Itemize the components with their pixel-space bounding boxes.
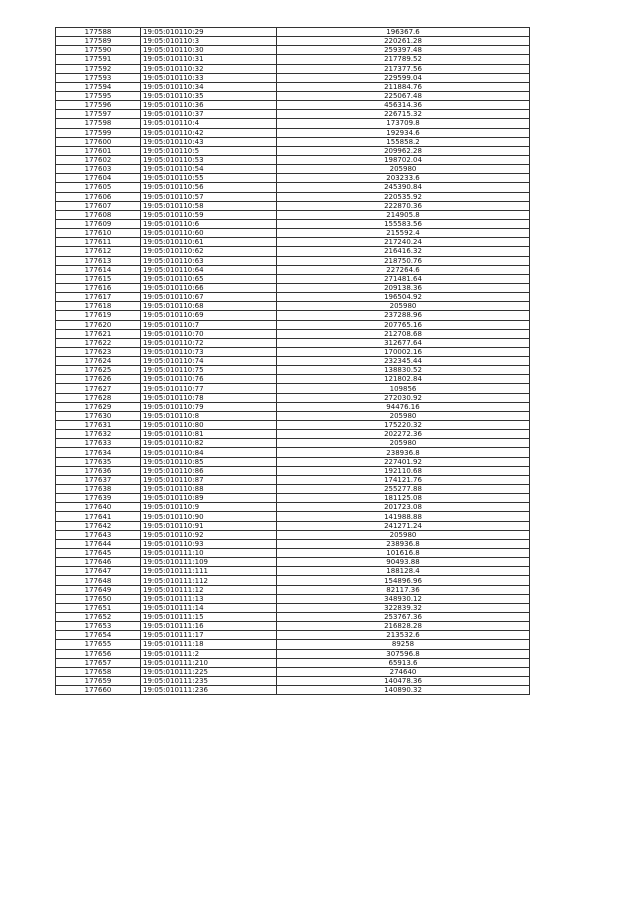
table-row — [56, 503, 530, 512]
value-cell: 217377.56 — [277, 64, 530, 73]
table-row — [56, 357, 530, 366]
value-cell: 225067.48 — [277, 91, 530, 100]
row-id-cell: 177605 — [56, 183, 141, 192]
value-cell: 209962.28 — [277, 146, 530, 155]
table-row — [56, 384, 530, 393]
row-id-cell: 177624 — [56, 357, 141, 366]
table-row — [56, 494, 530, 503]
row-id-cell: 177592 — [56, 64, 141, 73]
table-row — [56, 366, 530, 375]
cadastral-number-cell: 19:05:010111:17 — [141, 631, 277, 640]
value-cell: 237288.96 — [277, 311, 530, 320]
value-cell: 241271.24 — [277, 521, 530, 530]
cadastral-number-cell: 19:05:010110:9 — [141, 503, 277, 512]
cadastral-number-cell: 19:05:010110:64 — [141, 265, 277, 274]
row-id-cell: 177594 — [56, 82, 141, 91]
cadastral-number-cell: 19:05:010110:70 — [141, 329, 277, 338]
cadastral-number-cell: 19:05:010110:4 — [141, 119, 277, 128]
cadastral-number-cell: 19:05:010110:8 — [141, 411, 277, 420]
row-id-cell: 177653 — [56, 622, 141, 631]
row-id-cell: 177629 — [56, 402, 141, 411]
cadastral-number-cell: 19:05:010111:225 — [141, 667, 277, 676]
cadastral-number-cell: 19:05:010110:36 — [141, 101, 277, 110]
row-id-cell: 177659 — [56, 676, 141, 685]
cadastral-number-cell: 19:05:010110:66 — [141, 283, 277, 292]
cadastral-number-cell: 19:05:010110:80 — [141, 421, 277, 430]
cadastral-number-cell: 19:05:010110:68 — [141, 302, 277, 311]
table-row — [56, 165, 530, 174]
table-row — [56, 594, 530, 603]
table-row — [56, 411, 530, 420]
row-id-cell: 177628 — [56, 393, 141, 402]
value-cell: 205980 — [277, 411, 530, 420]
value-cell: 217789.52 — [277, 55, 530, 64]
value-cell: 203233.6 — [277, 174, 530, 183]
value-cell: 220261.28 — [277, 37, 530, 46]
row-id-cell: 177602 — [56, 155, 141, 164]
cadastral-number-cell: 19:05:010110:43 — [141, 137, 277, 146]
cadastral-number-cell: 19:05:010110:7 — [141, 320, 277, 329]
cadastral-number-cell: 19:05:010111:12 — [141, 585, 277, 594]
table-row — [56, 686, 530, 695]
value-cell: 175220.32 — [277, 421, 530, 430]
cadastral-number-cell: 19:05:010110:42 — [141, 128, 277, 137]
row-id-cell: 177656 — [56, 649, 141, 658]
value-cell: 90493.88 — [277, 558, 530, 567]
row-id-cell: 177609 — [56, 219, 141, 228]
value-cell: 173709.8 — [277, 119, 530, 128]
cadastral-number-cell: 19:05:010110:76 — [141, 375, 277, 384]
table-row — [56, 265, 530, 274]
row-id-cell: 177638 — [56, 485, 141, 494]
row-id-cell: 177589 — [56, 37, 141, 46]
value-cell: 196504.92 — [277, 293, 530, 302]
table-row — [56, 649, 530, 658]
row-id-cell: 177617 — [56, 293, 141, 302]
row-id-cell: 177611 — [56, 238, 141, 247]
value-cell: 155583.56 — [277, 219, 530, 228]
row-id-cell: 177619 — [56, 311, 141, 320]
value-cell: 218750.76 — [277, 256, 530, 265]
cadastral-number-cell: 19:05:010110:3 — [141, 37, 277, 46]
cadastral-number-cell: 19:05:010110:33 — [141, 73, 277, 82]
value-cell: 205980 — [277, 530, 530, 539]
table-row — [56, 137, 530, 146]
value-cell: 65913.6 — [277, 658, 530, 667]
row-id-cell: 177654 — [56, 631, 141, 640]
value-cell: 140478.36 — [277, 676, 530, 685]
table-row — [56, 119, 530, 128]
row-id-cell: 177595 — [56, 91, 141, 100]
table-row — [56, 658, 530, 667]
row-id-cell: 177660 — [56, 686, 141, 695]
value-cell: 307596.8 — [277, 649, 530, 658]
value-cell: 226715.32 — [277, 110, 530, 119]
row-id-cell: 177647 — [56, 567, 141, 576]
row-id-cell: 177627 — [56, 384, 141, 393]
row-id-cell: 177642 — [56, 521, 141, 530]
row-id-cell: 177650 — [56, 594, 141, 603]
row-id-cell: 177606 — [56, 192, 141, 201]
table-row — [56, 338, 530, 347]
table-row — [56, 91, 530, 100]
value-cell: 101616.8 — [277, 549, 530, 558]
cadastral-number-cell: 19:05:010110:58 — [141, 201, 277, 210]
table-row — [56, 430, 530, 439]
value-cell: 271481.64 — [277, 274, 530, 283]
value-cell: 456314.36 — [277, 101, 530, 110]
value-cell: 141988.88 — [277, 512, 530, 521]
table-row — [56, 375, 530, 384]
row-id-cell: 177648 — [56, 576, 141, 585]
value-cell: 220535.92 — [277, 192, 530, 201]
cadastral-number-cell: 19:05:010110:57 — [141, 192, 277, 201]
cadastral-number-cell: 19:05:010110:92 — [141, 530, 277, 539]
row-id-cell: 177644 — [56, 539, 141, 548]
table-row — [56, 238, 530, 247]
table-row — [56, 274, 530, 283]
cadastral-number-cell: 19:05:010110:62 — [141, 247, 277, 256]
value-cell: 196367.6 — [277, 28, 530, 37]
table-row — [56, 283, 530, 292]
row-id-cell: 177652 — [56, 613, 141, 622]
value-cell: 255277.88 — [277, 485, 530, 494]
cadastral-number-cell: 19:05:010110:37 — [141, 110, 277, 119]
table-row — [56, 247, 530, 256]
table-row — [56, 558, 530, 567]
cadastral-number-cell: 19:05:010111:109 — [141, 558, 277, 567]
cadastral-number-cell: 19:05:010110:88 — [141, 485, 277, 494]
table-row — [56, 521, 530, 530]
value-cell: 272030.92 — [277, 393, 530, 402]
row-id-cell: 177643 — [56, 530, 141, 539]
cadastral-number-cell: 19:05:010110:29 — [141, 28, 277, 37]
table-row — [56, 457, 530, 466]
value-cell: 174121.76 — [277, 475, 530, 484]
cadastral-number-cell: 19:05:010110:54 — [141, 165, 277, 174]
cadastral-number-cell: 19:05:010110:72 — [141, 338, 277, 347]
cadastral-number-cell: 19:05:010110:53 — [141, 155, 277, 164]
value-cell: 322839.32 — [277, 603, 530, 612]
row-id-cell: 177633 — [56, 439, 141, 448]
cadastral-number-cell: 19:05:010111:15 — [141, 613, 277, 622]
value-cell: 181125.08 — [277, 494, 530, 503]
value-cell: 201723.08 — [277, 503, 530, 512]
cadastral-number-cell: 19:05:010110:63 — [141, 256, 277, 265]
cadastral-number-cell: 19:05:010111:210 — [141, 658, 277, 667]
row-id-cell: 177593 — [56, 73, 141, 82]
cadastral-number-cell: 19:05:010111:112 — [141, 576, 277, 585]
cadastral-number-cell: 19:05:010110:82 — [141, 439, 277, 448]
value-cell: 109856 — [277, 384, 530, 393]
cadastral-number-cell: 19:05:010110:89 — [141, 494, 277, 503]
cadastral-value-table — [55, 27, 530, 695]
table-row — [56, 302, 530, 311]
table-row — [56, 640, 530, 649]
cadastral-number-cell: 19:05:010110:75 — [141, 366, 277, 375]
cadastral-number-cell: 19:05:010110:93 — [141, 539, 277, 548]
table-row — [56, 73, 530, 82]
table-row — [56, 28, 530, 37]
cadastral-number-cell: 19:05:010110:77 — [141, 384, 277, 393]
table-row — [56, 229, 530, 238]
table-row — [56, 567, 530, 576]
value-cell: 209138.36 — [277, 283, 530, 292]
cadastral-number-cell: 19:05:010110:74 — [141, 357, 277, 366]
row-id-cell: 177640 — [56, 503, 141, 512]
row-id-cell: 177623 — [56, 347, 141, 356]
value-cell: 211884.76 — [277, 82, 530, 91]
row-id-cell: 177651 — [56, 603, 141, 612]
row-id-cell: 177630 — [56, 411, 141, 420]
row-id-cell: 177597 — [56, 110, 141, 119]
table-row — [56, 512, 530, 521]
cadastral-number-cell: 19:05:010110:91 — [141, 521, 277, 530]
table-row — [56, 311, 530, 320]
row-id-cell: 177631 — [56, 421, 141, 430]
table-row — [56, 201, 530, 210]
table-row — [56, 128, 530, 137]
table-row — [56, 101, 530, 110]
row-id-cell: 177608 — [56, 210, 141, 219]
cadastral-number-cell: 19:05:010110:55 — [141, 174, 277, 183]
cadastral-number-cell: 19:05:010110:84 — [141, 448, 277, 457]
value-cell: 205980 — [277, 439, 530, 448]
table-row — [56, 667, 530, 676]
cadastral-number-cell: 19:05:010110:31 — [141, 55, 277, 64]
value-cell: 205980 — [277, 165, 530, 174]
value-cell: 214905.8 — [277, 210, 530, 219]
value-cell: 312677.64 — [277, 338, 530, 347]
row-id-cell: 177626 — [56, 375, 141, 384]
cadastral-number-cell: 19:05:010110:85 — [141, 457, 277, 466]
table-row — [56, 210, 530, 219]
cadastral-number-cell: 19:05:010111:16 — [141, 622, 277, 631]
row-id-cell: 177645 — [56, 549, 141, 558]
value-cell: 198702.04 — [277, 155, 530, 164]
value-cell: 259397.48 — [277, 46, 530, 55]
table-row — [56, 256, 530, 265]
value-cell: 121802.84 — [277, 375, 530, 384]
table-row — [56, 64, 530, 73]
table-row — [56, 110, 530, 119]
table-row — [56, 146, 530, 155]
value-cell: 94476.16 — [277, 402, 530, 411]
value-cell: 89258 — [277, 640, 530, 649]
table-row — [56, 393, 530, 402]
value-cell: 202272.36 — [277, 430, 530, 439]
value-cell: 213532.6 — [277, 631, 530, 640]
table-row — [56, 320, 530, 329]
value-cell: 140890.32 — [277, 686, 530, 695]
cadastral-number-cell: 19:05:010110:59 — [141, 210, 277, 219]
value-cell: 205980 — [277, 302, 530, 311]
cadastral-number-cell: 19:05:010110:60 — [141, 229, 277, 238]
cadastral-number-cell: 19:05:010111:13 — [141, 594, 277, 603]
value-cell: 138830.52 — [277, 366, 530, 375]
value-cell: 227264.6 — [277, 265, 530, 274]
table-row — [56, 549, 530, 558]
row-id-cell: 177641 — [56, 512, 141, 521]
value-cell: 238936.8 — [277, 448, 530, 457]
row-id-cell: 177607 — [56, 201, 141, 210]
cadastral-number-cell: 19:05:010110:30 — [141, 46, 277, 55]
table-row — [56, 585, 530, 594]
cadastral-number-cell: 19:05:010111:18 — [141, 640, 277, 649]
cadastral-number-cell: 19:05:010110:81 — [141, 430, 277, 439]
table-row — [56, 174, 530, 183]
row-id-cell: 177598 — [56, 119, 141, 128]
row-id-cell: 177625 — [56, 366, 141, 375]
table-row — [56, 37, 530, 46]
cadastral-number-cell: 19:05:010110:65 — [141, 274, 277, 283]
cadastral-number-cell: 19:05:010110:5 — [141, 146, 277, 155]
row-id-cell: 177614 — [56, 265, 141, 274]
row-id-cell: 177658 — [56, 667, 141, 676]
value-cell: 188128.4 — [277, 567, 530, 576]
value-cell: 222870.36 — [277, 201, 530, 210]
cadastral-number-cell: 19:05:010111:235 — [141, 676, 277, 685]
table-row — [56, 466, 530, 475]
row-id-cell: 177615 — [56, 274, 141, 283]
table-row — [56, 219, 530, 228]
row-id-cell: 177621 — [56, 329, 141, 338]
value-cell: 155858.2 — [277, 137, 530, 146]
row-id-cell: 177655 — [56, 640, 141, 649]
cadastral-number-cell: 19:05:010110:78 — [141, 393, 277, 402]
row-id-cell: 177591 — [56, 55, 141, 64]
row-id-cell: 177649 — [56, 585, 141, 594]
row-id-cell: 177601 — [56, 146, 141, 155]
cadastral-number-cell: 19:05:010110:56 — [141, 183, 277, 192]
cadastral-number-cell: 19:05:010110:67 — [141, 293, 277, 302]
cadastral-number-cell: 19:05:010110:79 — [141, 402, 277, 411]
table-row — [56, 530, 530, 539]
row-id-cell: 177613 — [56, 256, 141, 265]
value-cell: 253767.36 — [277, 613, 530, 622]
cadastral-number-cell: 19:05:010110:32 — [141, 64, 277, 73]
row-id-cell: 177657 — [56, 658, 141, 667]
cadastral-number-cell: 19:05:010111:14 — [141, 603, 277, 612]
value-cell: 192110.68 — [277, 466, 530, 475]
value-cell: 229599.04 — [277, 73, 530, 82]
table-row — [56, 475, 530, 484]
row-id-cell: 177616 — [56, 283, 141, 292]
row-id-cell: 177599 — [56, 128, 141, 137]
value-cell: 207765.16 — [277, 320, 530, 329]
row-id-cell: 177590 — [56, 46, 141, 55]
table-body — [56, 28, 530, 695]
table-row — [56, 603, 530, 612]
value-cell: 154896.96 — [277, 576, 530, 585]
value-cell: 192934.6 — [277, 128, 530, 137]
table-row — [56, 329, 530, 338]
table-row — [56, 421, 530, 430]
cadastral-number-cell: 19:05:010110:86 — [141, 466, 277, 475]
row-id-cell: 177636 — [56, 466, 141, 475]
table-row — [56, 402, 530, 411]
value-cell: 274640 — [277, 667, 530, 676]
cadastral-number-cell: 19:05:010110:34 — [141, 82, 277, 91]
value-cell: 216828.28 — [277, 622, 530, 631]
table-row — [56, 539, 530, 548]
table-row — [56, 192, 530, 201]
cadastral-number-cell: 19:05:010110:87 — [141, 475, 277, 484]
row-id-cell: 177622 — [56, 338, 141, 347]
cadastral-number-cell: 19:05:010110:6 — [141, 219, 277, 228]
row-id-cell: 177610 — [56, 229, 141, 238]
value-cell: 245390.84 — [277, 183, 530, 192]
table-row — [56, 439, 530, 448]
cadastral-number-cell: 19:05:010110:35 — [141, 91, 277, 100]
value-cell: 232345.44 — [277, 357, 530, 366]
cadastral-number-cell: 19:05:010111:10 — [141, 549, 277, 558]
value-cell: 212708.68 — [277, 329, 530, 338]
table-row — [56, 631, 530, 640]
row-id-cell: 177600 — [56, 137, 141, 146]
row-id-cell: 177634 — [56, 448, 141, 457]
row-id-cell: 177620 — [56, 320, 141, 329]
cadastral-number-cell: 19:05:010111:236 — [141, 686, 277, 695]
value-cell: 170002.16 — [277, 347, 530, 356]
cadastral-number-cell: 19:05:010110:73 — [141, 347, 277, 356]
cadastral-number-cell: 19:05:010110:61 — [141, 238, 277, 247]
row-id-cell: 177637 — [56, 475, 141, 484]
value-cell: 217240.24 — [277, 238, 530, 247]
table-row — [56, 183, 530, 192]
table-row — [56, 82, 530, 91]
table-row — [56, 347, 530, 356]
row-id-cell: 177588 — [56, 28, 141, 37]
table-row — [56, 448, 530, 457]
cadastral-number-cell: 19:05:010111:111 — [141, 567, 277, 576]
row-id-cell: 177604 — [56, 174, 141, 183]
row-id-cell: 177618 — [56, 302, 141, 311]
row-id-cell: 177603 — [56, 165, 141, 174]
table-row — [56, 613, 530, 622]
table-row — [56, 622, 530, 631]
cadastral-number-cell: 19:05:010111:2 — [141, 649, 277, 658]
row-id-cell: 177646 — [56, 558, 141, 567]
value-cell: 216416.32 — [277, 247, 530, 256]
row-id-cell: 177596 — [56, 101, 141, 110]
table-row — [56, 676, 530, 685]
value-cell: 227401.92 — [277, 457, 530, 466]
cadastral-number-cell: 19:05:010110:90 — [141, 512, 277, 521]
value-cell: 215592.4 — [277, 229, 530, 238]
table-row — [56, 576, 530, 585]
table-row — [56, 485, 530, 494]
table-row — [56, 155, 530, 164]
table-row — [56, 46, 530, 55]
table-row — [56, 293, 530, 302]
row-id-cell: 177639 — [56, 494, 141, 503]
cadastral-number-cell: 19:05:010110:69 — [141, 311, 277, 320]
row-id-cell: 177632 — [56, 430, 141, 439]
table-row — [56, 55, 530, 64]
row-id-cell: 177635 — [56, 457, 141, 466]
value-cell: 82117.36 — [277, 585, 530, 594]
value-cell: 238936.8 — [277, 539, 530, 548]
value-cell: 348930.12 — [277, 594, 530, 603]
row-id-cell: 177612 — [56, 247, 141, 256]
